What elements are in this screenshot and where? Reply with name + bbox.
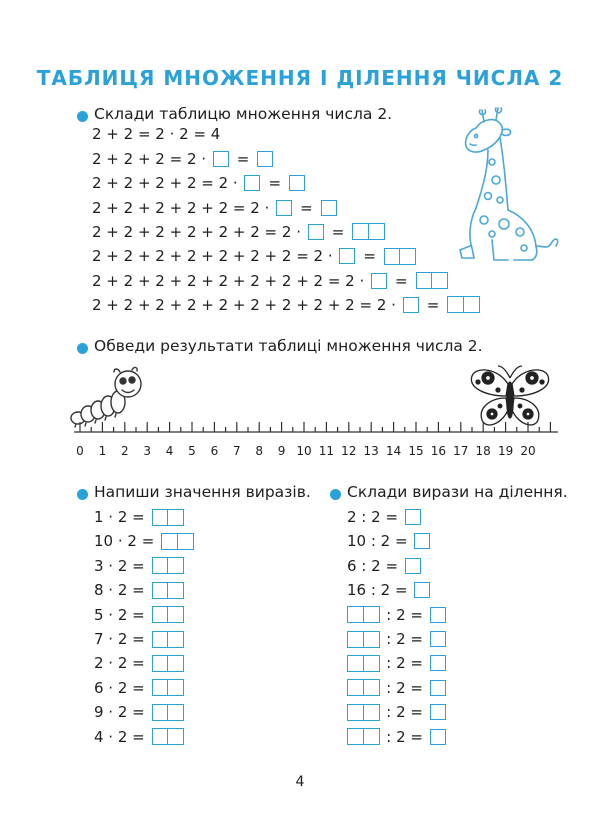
tick-label[interactable]: 12 xyxy=(341,444,357,458)
expression-text: 1 · 2 = xyxy=(94,508,150,526)
answer-cell[interactable] xyxy=(167,728,184,745)
dividend-box[interactable] xyxy=(347,606,380,623)
answer-box[interactable] xyxy=(152,509,185,526)
expression-text: 9 · 2 = xyxy=(94,703,150,722)
tick-label[interactable]: 11 xyxy=(318,444,335,458)
instruction-multiplication-table: Склади таблицю множення числа 2. xyxy=(94,105,393,123)
answer-cell[interactable] xyxy=(152,557,169,574)
tick-label[interactable]: 7 xyxy=(232,444,241,458)
tick-label[interactable]: 15 xyxy=(408,444,424,458)
tick-label[interactable]: 13 xyxy=(363,444,379,458)
answer-cell[interactable] xyxy=(447,296,464,313)
division-line xyxy=(347,556,423,576)
answer-cell[interactable] xyxy=(167,704,184,721)
tick-label[interactable]: 3 xyxy=(143,444,152,458)
instruction-circle-results: Обведи результати таблиці множення числа 2. xyxy=(94,337,483,355)
division-text: 6 : 2 = xyxy=(347,556,403,575)
line-text: 2 + 2 + 2 + 2 = 2 · xyxy=(92,174,243,193)
dividend-box[interactable] xyxy=(347,679,380,696)
answer-cell[interactable] xyxy=(363,704,380,721)
quotient-box[interactable] xyxy=(430,631,446,647)
answer-cell[interactable] xyxy=(161,533,178,550)
division-blank-line xyxy=(345,678,448,698)
multiplication-line xyxy=(92,198,339,218)
line-text: 2 + 2 + 2 + 2 + 2 + 2 + 2 = 2 · xyxy=(92,247,338,266)
expression-text: 7 · 2 = xyxy=(94,630,150,648)
line-text: 2 + 2 + 2 + 2 + 2 = 2 · xyxy=(92,198,275,217)
answer-box[interactable] xyxy=(152,582,185,599)
page-title: ТАБЛИЦЯ МНОЖЕННЯ І ДІЛЕННЯ ЧИСЛА 2 xyxy=(36,66,564,90)
dividend-box[interactable] xyxy=(347,728,380,745)
factor-box[interactable] xyxy=(339,248,355,264)
answer-cell[interactable] xyxy=(152,728,169,745)
answer-box[interactable] xyxy=(152,655,185,672)
expression-text: 8 · 2 = xyxy=(94,581,150,600)
division-text: 10 : 2 = xyxy=(347,532,413,551)
answer-cell[interactable] xyxy=(167,606,184,623)
tick-label[interactable]: 17 xyxy=(453,444,469,458)
equals-sign: = xyxy=(363,247,376,266)
division-line xyxy=(347,580,432,600)
quotient-box[interactable] xyxy=(430,607,446,623)
expression-line xyxy=(94,556,186,576)
product-box[interactable] xyxy=(384,248,417,265)
answer-cell[interactable] xyxy=(384,248,401,265)
answer-cell[interactable] xyxy=(167,679,184,696)
quotient-box[interactable] xyxy=(430,729,446,745)
tick-label[interactable]: 1 xyxy=(98,444,107,458)
quotient-box[interactable] xyxy=(430,680,446,696)
expression-line xyxy=(94,531,196,551)
expression-text: 4 · 2 = xyxy=(94,727,150,746)
dividend-box[interactable] xyxy=(347,655,380,672)
division-blank-line xyxy=(345,653,448,673)
tick-label[interactable]: 8 xyxy=(255,444,264,458)
tick-label[interactable]: 4 xyxy=(165,444,174,458)
factor-box[interactable] xyxy=(308,224,324,240)
expression-line xyxy=(94,653,186,673)
factor-box[interactable] xyxy=(276,200,292,216)
table-line-first xyxy=(92,124,220,144)
tick-label[interactable]: 19 xyxy=(497,444,514,458)
quotient-box[interactable] xyxy=(405,509,421,525)
answer-cell[interactable] xyxy=(177,533,194,550)
multiplication-line xyxy=(92,295,482,315)
product-box[interactable] xyxy=(289,175,305,191)
line-text: 2 + 2 + 2 + 2 + 2 + 2 = 2 · xyxy=(92,222,306,241)
product-box[interactable] xyxy=(257,151,273,167)
answer-cell[interactable] xyxy=(152,582,169,599)
bullet xyxy=(330,489,341,500)
tick-label[interactable]: 16 xyxy=(430,444,447,458)
multiplication-line xyxy=(92,222,387,242)
answer-box[interactable] xyxy=(152,728,185,745)
division-suffix: : 2 = xyxy=(381,703,428,722)
answer-box[interactable] xyxy=(152,606,185,623)
division-text: 16 : 2 = xyxy=(347,581,413,600)
answer-cell[interactable] xyxy=(152,606,169,623)
product-box[interactable] xyxy=(416,272,449,289)
division-suffix: : 2 = xyxy=(381,630,428,648)
answer-cell[interactable] xyxy=(363,606,380,623)
equals-sign: = xyxy=(331,222,345,241)
division-suffix: : 2 = xyxy=(381,678,428,697)
instruction-write-values: Напиши значення виразів. xyxy=(94,483,311,501)
expression-line xyxy=(94,605,186,625)
answer-cell[interactable] xyxy=(347,606,364,623)
answer-cell[interactable] xyxy=(152,704,169,721)
answer-cell[interactable] xyxy=(167,631,184,648)
tick-label[interactable]: 6 xyxy=(210,444,219,458)
equals-sign: = xyxy=(268,174,282,193)
multiplication-line xyxy=(92,246,418,266)
answer-cell[interactable] xyxy=(152,679,169,696)
expression-text: 2 · 2 = xyxy=(94,654,150,673)
expression-line xyxy=(94,580,186,600)
bullet xyxy=(77,111,88,122)
answer-cell[interactable] xyxy=(399,248,416,265)
tick-label[interactable]: 2 xyxy=(120,444,129,458)
division-suffix: : 2 = xyxy=(381,654,428,673)
division-line xyxy=(347,507,423,527)
answer-cell[interactable] xyxy=(363,679,380,696)
line-text: 2 + 2 + 2 + 2 + 2 + 2 + 2 + 2 + 2 = 2 · xyxy=(92,295,401,314)
answer-cell[interactable] xyxy=(363,728,380,745)
expression-line xyxy=(94,702,186,722)
equals-sign: = xyxy=(395,271,408,290)
answer-cell[interactable] xyxy=(347,631,364,648)
tick-label[interactable]: 0 xyxy=(76,444,84,458)
answer-cell[interactable] xyxy=(463,296,480,313)
multiplication-line xyxy=(92,271,450,291)
answer-cell[interactable] xyxy=(368,223,385,240)
quotient-box[interactable] xyxy=(430,655,446,671)
answer-cell[interactable] xyxy=(167,509,184,526)
answer-cell[interactable] xyxy=(363,655,380,672)
line-text: 2 + 2 + 2 = 2 · xyxy=(92,150,211,168)
answer-cell[interactable] xyxy=(347,679,364,696)
answer-cell[interactable] xyxy=(352,223,369,240)
equals-sign: = xyxy=(300,198,313,217)
product-box[interactable] xyxy=(447,296,480,313)
division-line xyxy=(347,531,432,551)
answer-cell[interactable] xyxy=(347,704,364,721)
line-text: 2 + 2 + 2 + 2 + 2 + 2 + 2 + 2 = 2 · xyxy=(92,271,370,290)
answer-cell[interactable] xyxy=(431,272,448,289)
expression-text: 6 · 2 = xyxy=(94,678,150,697)
dividend-box[interactable] xyxy=(347,704,380,721)
answer-cell[interactable] xyxy=(363,631,380,648)
answer-cell[interactable] xyxy=(167,557,184,574)
answer-box[interactable] xyxy=(152,557,185,574)
bullet xyxy=(77,489,88,500)
factor-box[interactable] xyxy=(371,273,387,289)
expression-text: 10 · 2 = xyxy=(94,532,160,551)
multiplication-line xyxy=(92,149,275,169)
bullet xyxy=(77,343,88,354)
product-box[interactable] xyxy=(321,200,337,216)
expression-text: 5 · 2 = xyxy=(94,605,150,624)
product-box[interactable] xyxy=(352,223,385,240)
answer-box[interactable] xyxy=(152,679,185,696)
expression-line xyxy=(94,678,186,698)
expression-line xyxy=(94,629,186,649)
giraffe-illustration xyxy=(452,100,562,270)
number-line xyxy=(72,420,562,480)
division-text: 2 : 2 = xyxy=(347,508,403,526)
dividend-box[interactable] xyxy=(347,631,380,648)
factor-box[interactable] xyxy=(213,151,229,167)
answer-cell[interactable] xyxy=(347,655,364,672)
tick-label[interactable]: 20 xyxy=(520,444,536,458)
quotient-box[interactable] xyxy=(414,533,430,549)
tick-label[interactable]: 5 xyxy=(188,444,196,458)
line-text: 2 + 2 = 2 · 2 = 4 xyxy=(92,125,221,143)
answer-cell[interactable] xyxy=(347,728,364,745)
quotient-box[interactable] xyxy=(414,582,430,598)
division-blank-line xyxy=(345,605,448,625)
division-suffix: : 2 = xyxy=(381,605,428,624)
tick-label[interactable]: 14 xyxy=(385,444,402,458)
division-blank-line xyxy=(345,702,448,722)
tick-label[interactable]: 9 xyxy=(277,444,286,458)
instruction-make-division: Склади вирази на ділення. xyxy=(347,483,568,501)
multiplication-line xyxy=(92,173,307,193)
tick-label[interactable]: 18 xyxy=(475,444,491,458)
factor-box[interactable] xyxy=(403,297,419,313)
division-suffix: : 2 = xyxy=(381,727,428,746)
expression-line xyxy=(94,507,186,527)
caterpillar-illustration xyxy=(70,366,154,428)
answer-cell[interactable] xyxy=(167,582,184,599)
division-blank-line xyxy=(345,727,448,747)
division-blank-line xyxy=(345,629,448,649)
tick-label[interactable]: 10 xyxy=(296,444,312,458)
answer-cell[interactable] xyxy=(152,509,169,526)
answer-cell[interactable] xyxy=(416,272,433,289)
equals-sign: = xyxy=(426,295,440,314)
answer-cell[interactable] xyxy=(152,631,169,648)
answer-box[interactable] xyxy=(152,631,185,648)
answer-cell[interactable] xyxy=(167,655,184,672)
quotient-box[interactable] xyxy=(405,558,421,574)
expression-line xyxy=(94,727,186,747)
answer-box[interactable] xyxy=(161,533,194,550)
answer-box[interactable] xyxy=(152,704,185,721)
factor-box[interactable] xyxy=(244,175,260,191)
equals-sign: = xyxy=(236,150,250,168)
quotient-box[interactable] xyxy=(430,704,446,720)
answer-cell[interactable] xyxy=(152,655,169,672)
expression-text: 3 · 2 = xyxy=(94,556,150,575)
page-number: 4 xyxy=(295,774,305,790)
